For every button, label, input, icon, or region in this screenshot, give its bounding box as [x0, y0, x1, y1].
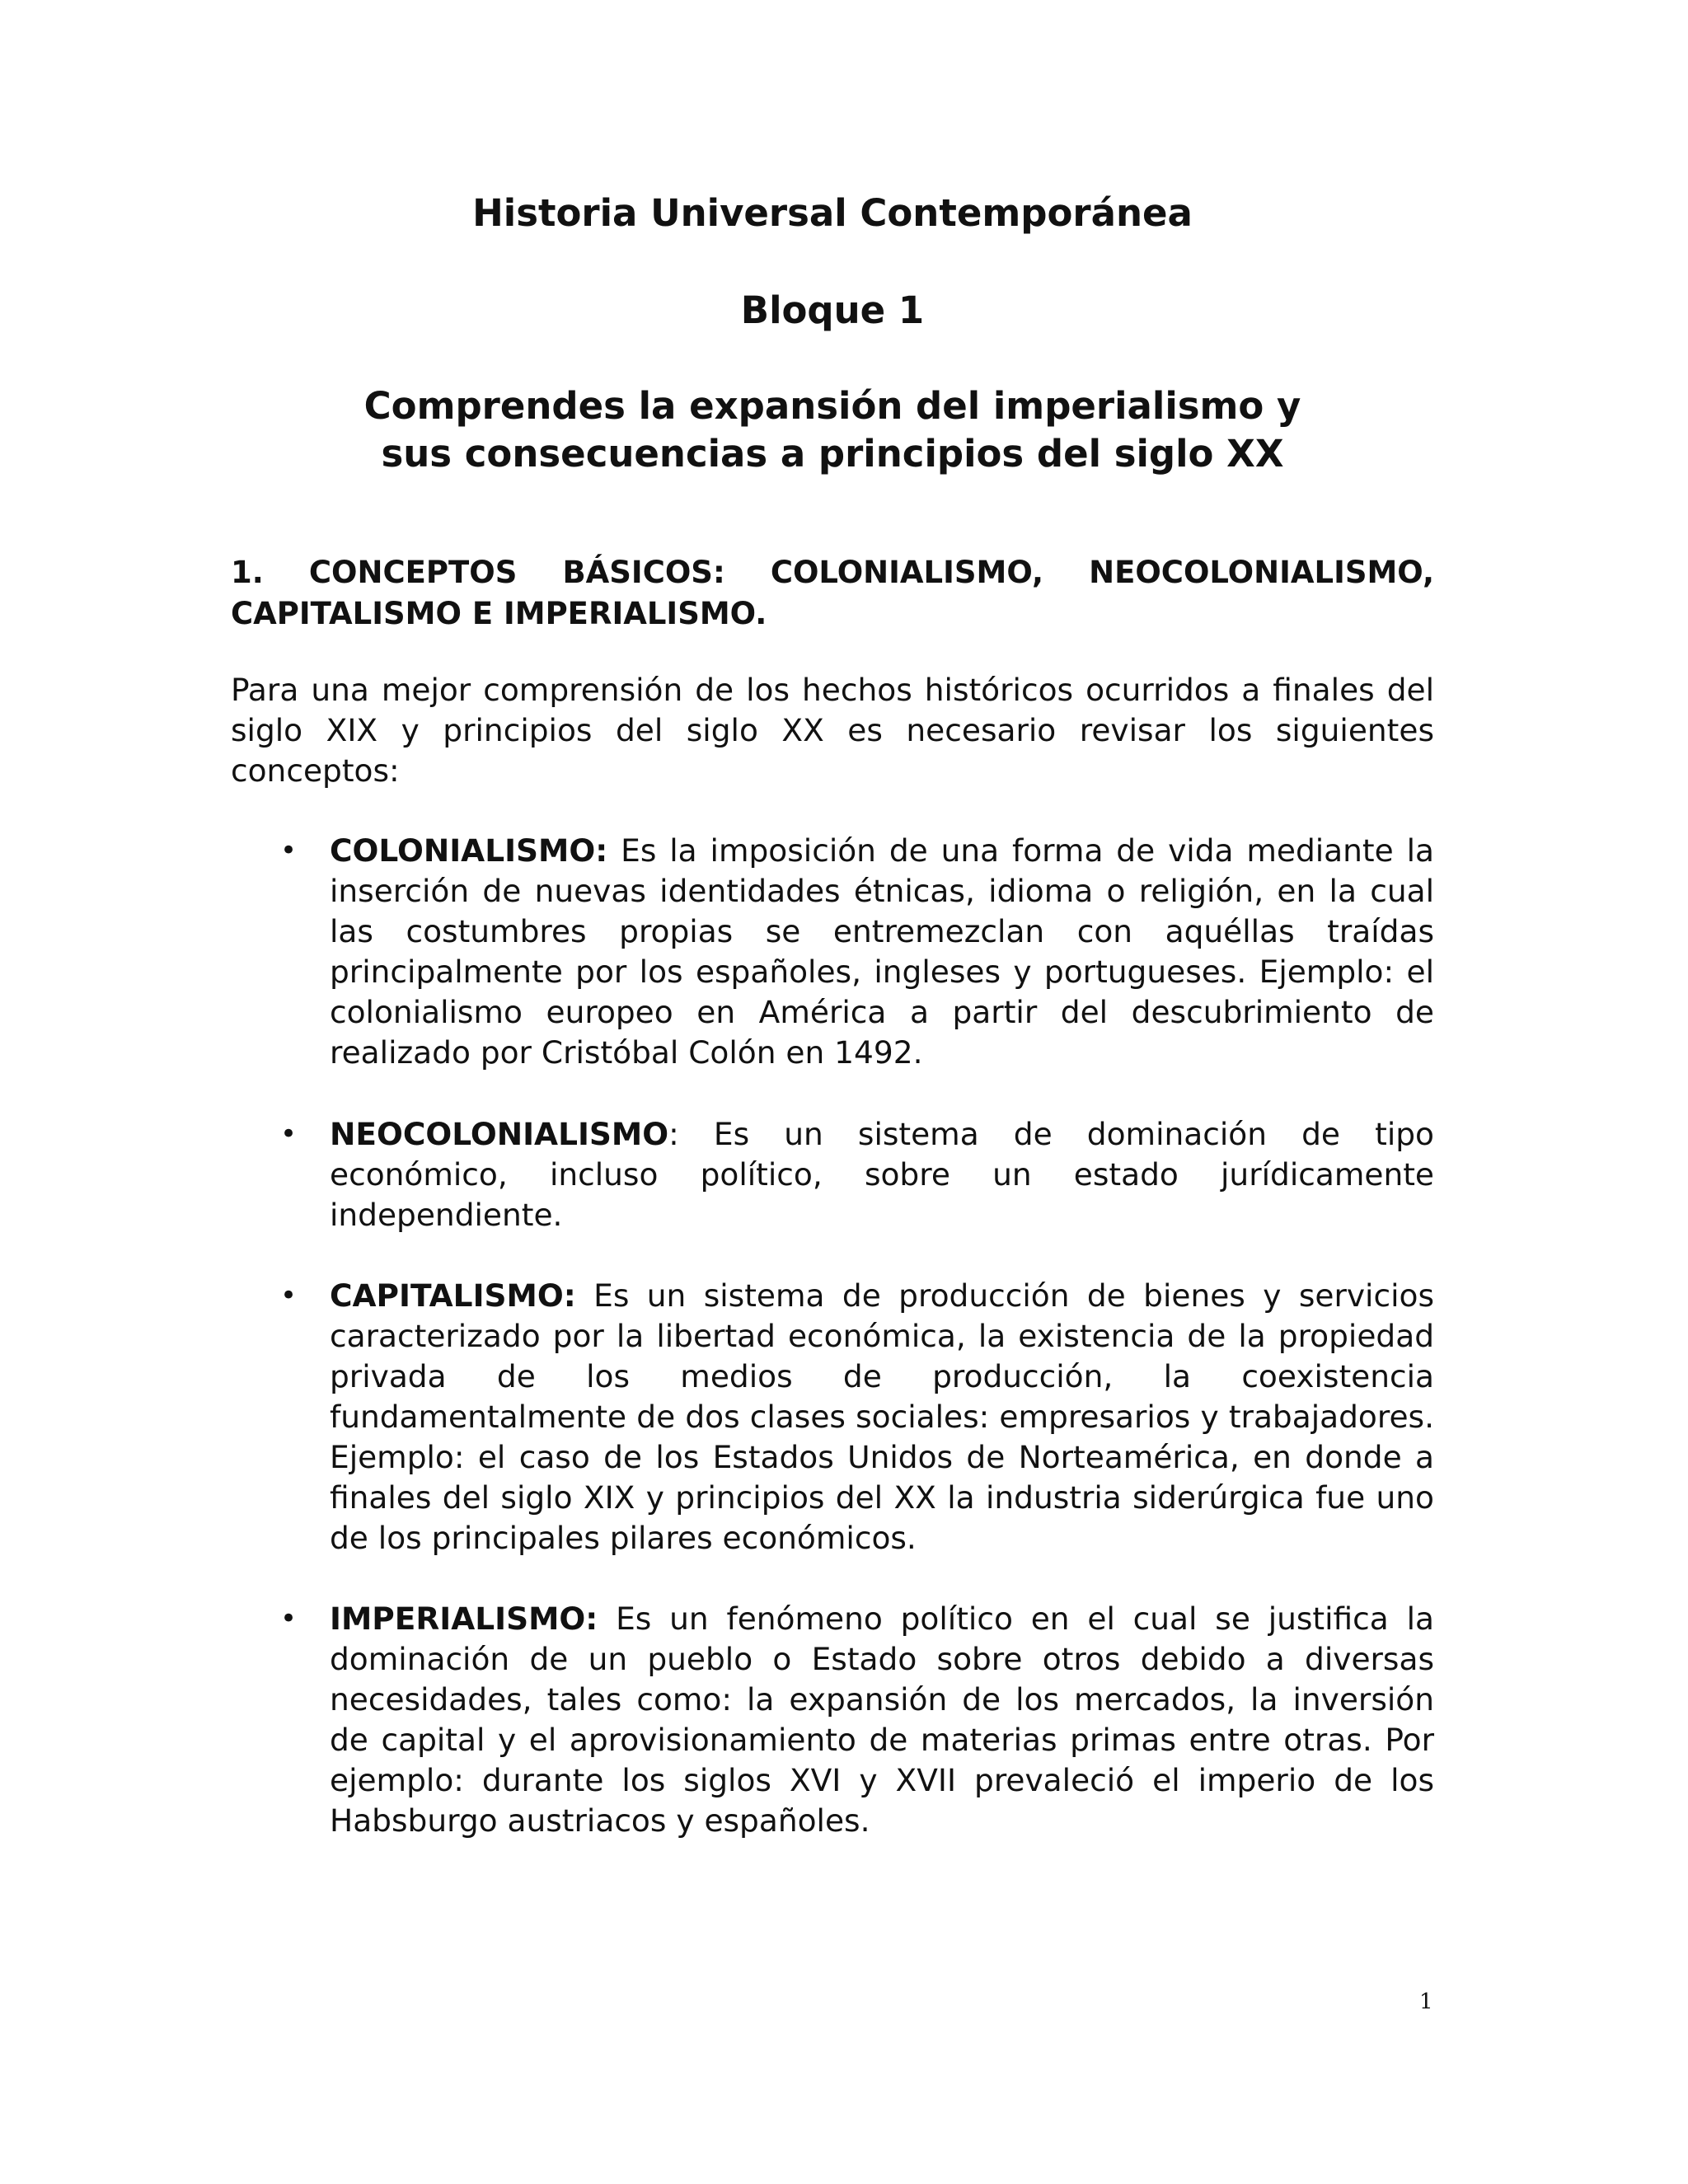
bullet-icon: •: [280, 1279, 298, 1312]
section-heading: [231, 552, 1434, 635]
section-heading-line-1: [231, 552, 1434, 593]
concept-term: NEOCOLONIALISMO: [330, 1116, 669, 1152]
concept-definition: Es un sistema de producción de bienes y servicios caracterizado por la libertad económica, la existencia de la propiedad privada de los medios de producción, la coexistencia fundamentalmente de dos clases sociales: empresarios y trabajadores. Ejemplo: el caso de los Estados Unidos de Norteamérica, en donde a finales del siglo XIX y principios del XX la industria siderúrgica fue uno de los principales pilares económicos.: [330, 1277, 1434, 1556]
concept-term: IMPERIALISMO:: [330, 1601, 598, 1637]
bullet-icon: •: [280, 834, 298, 867]
subtitle-line-1: Comprendes la expansión del imperialismo y: [363, 384, 1301, 428]
concept-term: COLONIALISMO:: [330, 832, 608, 869]
concept-definition: : Es un sistema de dominación de tipo económico, incluso político, sobre un estado jurídicamente independiente.: [330, 1116, 1434, 1233]
concept-term: CAPITALISMO:: [330, 1277, 576, 1314]
concept-body: [330, 1599, 1434, 1841]
document-title: Historia Universal Contemporánea: [472, 191, 1193, 235]
page-number: 1: [1419, 1990, 1433, 2014]
concept-definition: Es un fenómeno político en el cual se justifica la dominación de un pueblo o Estado sobre otros debido a diversas necesidades, tales como: la expansión de los mercados, la inversión de capital y el aprovisionamiento de materias primas entre otras. Por ejemplo: durante los siglos XVI y XVII prevaleció el imperio de los Habsburgo austriacos y españoles.: [330, 1601, 1434, 1839]
bullet-icon: •: [280, 1118, 298, 1151]
section-heading-word: COLONIALISMO,: [770, 555, 1044, 590]
section-heading-line-2: CAPITALISMO E IMPERIALISMO.: [231, 596, 767, 631]
concept-body: [330, 1276, 1434, 1558]
block-label: Bloque 1: [740, 288, 925, 332]
section-heading-word: CONCEPTOS: [308, 555, 518, 590]
concept-body: [330, 831, 1434, 1073]
intro-paragraph: Para una mejor comprensión de los hechos históricos ocurridos a finales del siglo XIX y principios del siglo XX es necesario revisar los siguientes conceptos:: [231, 672, 1434, 789]
section-heading-word: NEOCOLONIALISMO,: [1089, 555, 1434, 590]
subtitle-line-2: sus consecuencias a principios del siglo XX: [381, 432, 1284, 476]
concept-definition: Es la imposición de una forma de vida mediante la inserción de nuevas identidades étnicas, idioma o religión, en la cual las costumbres propias se entremezclan con aquéllas traídas principalmente por los españoles, ingleses y portugueses. Ejemplo: el colonialismo europeo en América a partir del descubrimiento de realizado por Cristóbal Colón en 1492.: [330, 832, 1434, 1071]
section-number: 1.: [231, 555, 264, 590]
section-heading-word: BÁSICOS:: [562, 555, 725, 590]
concept-body: [330, 1114, 1434, 1235]
bullet-icon: •: [280, 1602, 298, 1635]
